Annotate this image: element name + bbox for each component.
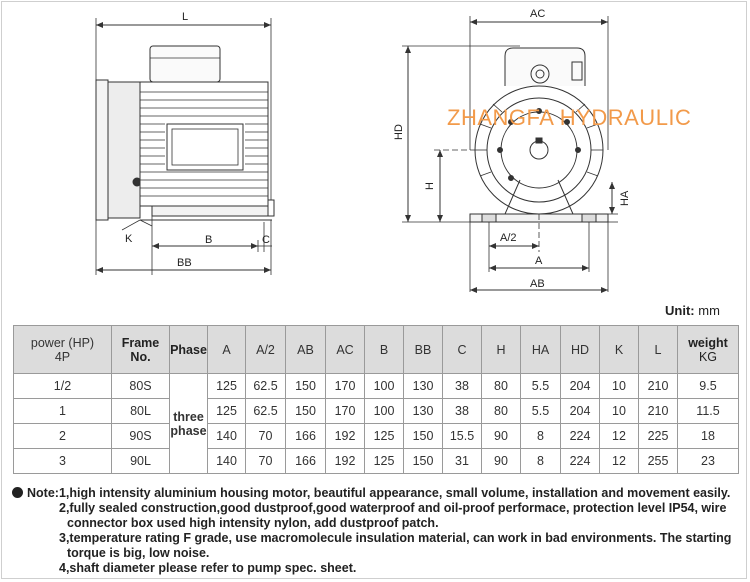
dim-label-HD: HD [393, 124, 405, 140]
table-cell: 204 [561, 374, 600, 399]
header-col: C [443, 326, 482, 374]
table-cell: 100 [365, 399, 404, 424]
table-cell: 204 [561, 399, 600, 424]
table-cell: 192 [326, 449, 365, 474]
dim-label-A2: A/2 [500, 232, 517, 244]
table-cell: 224 [561, 449, 600, 474]
table-cell: 70 [246, 424, 286, 449]
table-cell: 8 [521, 449, 561, 474]
dim-label-B: B [205, 234, 213, 246]
note-2: 2,fully sealed construction,good dustproof,good waterproof and oil-proof performace, protection level IP54, wire [59, 501, 727, 515]
cell-weight: 9.5 [678, 374, 739, 399]
cell-power: 1/2 [14, 374, 112, 399]
table-cell: 31 [443, 449, 482, 474]
header-col: K [600, 326, 639, 374]
table-row [14, 449, 739, 474]
table-cell: 192 [326, 424, 365, 449]
table-cell: 12 [600, 424, 639, 449]
table-cell: 150 [404, 424, 443, 449]
table-cell: 90 [482, 449, 521, 474]
front-view [402, 16, 618, 292]
table-cell: 10 [600, 374, 639, 399]
table-cell: 170 [326, 374, 365, 399]
dim-label-K: K [125, 233, 133, 245]
table-cell: 38 [443, 399, 482, 424]
dim-label-H: H [424, 182, 436, 190]
header-weight: weight KG [678, 326, 739, 374]
cell-phase: three phase [170, 374, 208, 474]
unit-label [665, 303, 720, 318]
table-cell: 125 [365, 449, 404, 474]
table-cell: 15.5 [443, 424, 482, 449]
cell-power: 3 [14, 449, 112, 474]
header-power: power (HP) 4P [14, 326, 112, 374]
dim-label-AC: AC [530, 8, 546, 20]
table-cell: 225 [639, 424, 678, 449]
table-cell: 166 [286, 424, 326, 449]
table-cell: 140 [208, 424, 246, 449]
cell-frame: 80S [112, 374, 170, 399]
dim-label-BB: BB [177, 257, 192, 269]
note-3: 3,temperature rating F grade, use macromolecule insulation material, can work in bad environments. The starting [59, 531, 732, 545]
table-cell: 166 [286, 449, 326, 474]
table-cell: 125 [365, 424, 404, 449]
dim-label-C: C [262, 234, 270, 246]
header-col: H [482, 326, 521, 374]
dim-label-AB: AB [530, 278, 545, 290]
table-cell: 90 [482, 424, 521, 449]
header-col: A [208, 326, 246, 374]
spec-table [13, 325, 739, 474]
unit-caption: Unit: [665, 303, 695, 318]
table-cell: 8 [521, 424, 561, 449]
header-frame: Frame No. [112, 326, 170, 374]
table-cell: 224 [561, 424, 600, 449]
header-phase: Phase [170, 326, 208, 374]
cell-power: 2 [14, 424, 112, 449]
table-cell: 62.5 [246, 374, 286, 399]
cell-power: 1 [14, 399, 112, 424]
cell-frame: 80L [112, 399, 170, 424]
note-2-cont: connector box used high intensity nylon, add dustproof patch. [67, 516, 439, 530]
table-cell: 12 [600, 449, 639, 474]
header-col: HA [521, 326, 561, 374]
side-view [96, 18, 274, 275]
header-col: A/2 [246, 326, 286, 374]
cell-frame: 90S [112, 424, 170, 449]
table-cell: 100 [365, 374, 404, 399]
table-cell: 210 [639, 399, 678, 424]
table-cell: 5.5 [521, 399, 561, 424]
header-col: B [365, 326, 404, 374]
table-cell: 210 [639, 374, 678, 399]
table-cell: 170 [326, 399, 365, 424]
watermark: ZHANGFA HYDRAULIC [447, 105, 692, 130]
table-row [14, 399, 739, 424]
table-cell: 150 [286, 399, 326, 424]
table-cell: 10 [600, 399, 639, 424]
header-col: AB [286, 326, 326, 374]
header-col: L [639, 326, 678, 374]
notes-section [12, 486, 740, 576]
table-cell: 62.5 [246, 399, 286, 424]
note-4: 4,shaft diameter please refer to pump spec. sheet. [59, 561, 357, 575]
cell-weight: 11.5 [678, 399, 739, 424]
table-cell: 150 [286, 374, 326, 399]
table-cell: 140 [208, 449, 246, 474]
cell-frame: 90L [112, 449, 170, 474]
table-cell: 38 [443, 374, 482, 399]
table-row [14, 424, 739, 449]
table-cell: 130 [404, 399, 443, 424]
header-col: HD [561, 326, 600, 374]
table-cell: 5.5 [521, 374, 561, 399]
table-cell: 125 [208, 374, 246, 399]
table-cell: 80 [482, 374, 521, 399]
table-body [14, 374, 739, 474]
unit-value: mm [698, 303, 720, 318]
dim-label-HA: HA [619, 190, 631, 206]
table-cell: 255 [639, 449, 678, 474]
bullet-icon [12, 487, 23, 498]
table-cell: 125 [208, 399, 246, 424]
cell-weight: 23 [678, 449, 739, 474]
header-col: BB [404, 326, 443, 374]
table-header-row [14, 326, 739, 374]
table-row [14, 374, 739, 399]
note-1: Note:1,high intensity aluminium housing motor, beautiful appearance, small volume, installation and movement easily. [12, 486, 740, 501]
table-cell: 130 [404, 374, 443, 399]
cell-weight: 18 [678, 424, 739, 449]
dim-label-A: A [535, 255, 543, 267]
table-cell: 80 [482, 399, 521, 424]
table-cell: 70 [246, 449, 286, 474]
note-3-cont: torque is big, low noise. [67, 546, 210, 560]
dim-label-L: L [182, 11, 189, 23]
header-col: AC [326, 326, 365, 374]
table-cell: 150 [404, 449, 443, 474]
